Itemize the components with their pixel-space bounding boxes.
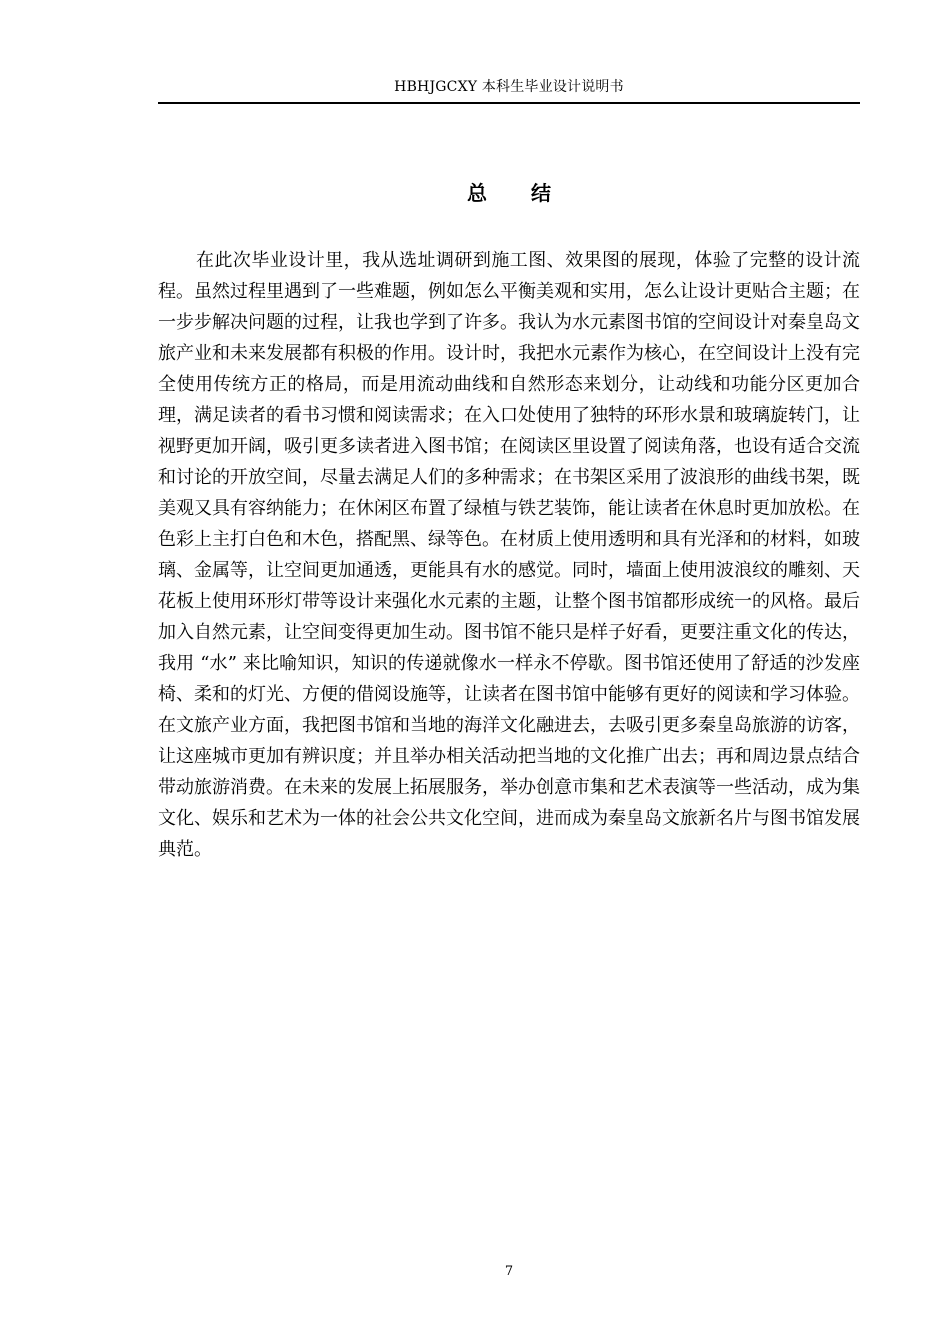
section-title: 总结 [467, 181, 595, 205]
page-number: 7 [504, 1264, 514, 1279]
body-paragraph: 在此次毕业设计里，我从选址调研到施工图、效果图的展现，体验了完整的设计流程。虽然过程里遇到了一些难题，例如怎么平衡美观和实用，怎么让设计更贴合主题；在一步步解决问题的过程，让我也学到了许多。我认为水元素图书馆的空间设计对秦皇岛文旅产业和未来发展都有积极的作用。设计时，我把水元素作为核心，在空间设计上没有完全使用传统方正的格局，而是用流动曲线和自然形态来划分，让动线和功能分区更加合理，满足读者的看书习惯和阅读需求；在入口处使用了独特的环形水景和玻璃旋转门，让视野更加开阔，吸引更多读者进入图书馆；在阅读区里设置了阅读角落，也设有适合交流和讨论的开放空间，尽量去满足人们的多种需求；在书架区采用了波浪形的曲线书架，既美观又具有容纳能力；在休闲区布置了绿植与铁艺装饰，能让读者在休息时更加放松。在色彩上主打白色和木色，搭配黑、绿等色。在材质上使用透明和具有光泽和的材料，如玻璃、金属等，让空间更加通透，更能具有水的感觉。同时，墙面上使用波浪纹的雕刻、天花板上使用环形灯带等设计来强化水元素的主题，让整个图书馆都形成统一的风格。最后加入自然元素，让空间变得更加生动。图书馆不能只是样子好看，更要注重文化的传达，我用 “水” 来比喻知识，知识的传递就像水一样永不停歇。图书馆还使用了舒适的沙发座椅、柔和的灯光、方便的借阅设施等，让读者在图书馆中能够有更好的阅读和学习体验。在文旅产业方面，我把图书馆和当地的海洋文化融进去，去吸引更多秦皇岛旅游的访客，让这座城市更加有辨识度；并且举办相关活动把当地的文化推广出去；再和周边景点结合带动旅游消费。在未来的发展上拓展服务，举办创意市集和艺术表演等一些活动，成为集文化、娱乐和艺术为一体的社会公共文化空间，进而成为秦皇岛文旅新名片与图书馆发展典范。 [158, 250, 860, 860]
page-header [158, 76, 860, 104]
header-text: HBHJGCXY 本科生毕业设计说明书 [394, 79, 624, 95]
